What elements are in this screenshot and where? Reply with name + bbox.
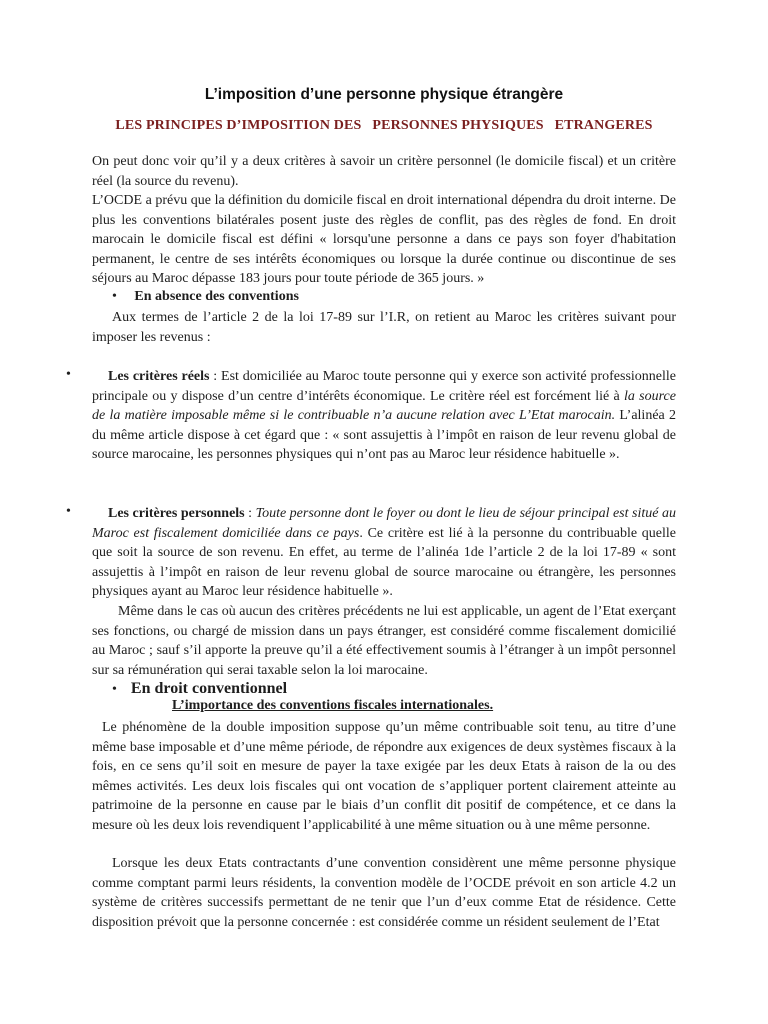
convention-paragraph-1: Le phénomène de la double imposition suppose qu’un même contribuable soit tenu, au titre d’une même base imposable et d’une même période, de répondre aux exigences de deux systèmes fiscaux à la fois, en ce sens qu’il soit en mesure de payer la taxe exigée par les deux Etats à raison de la ou des mêmes activités. Les deux lois fiscales qui ont vocation de s’appliquer portent clairement atteinte au patrimoine de la personne en cause par le biais d’un conflit dit positif de compétence, et ce dans la mesure où les deux lois revendiquent l’applicabilité à une même situation ou à une même personne. [92, 720, 676, 833]
section-subtitle: LES PRINCIPES D’IMPOSITION DES PERSONNES PHYSIQUES ETRANGERES [115, 118, 653, 133]
reels-label: Les critères réels [108, 369, 210, 384]
personnels-label: Les critères personnels [108, 506, 245, 521]
personnels-paragraph [92, 504, 676, 602]
personnels-paragraph-2: Même dans le cas où aucun des critères précédents ne lui est applicable, un agent de l’Etat exerçant ses fonctions, ou chargé de mission dans un pays étranger, est considéré comme fiscalement domicilié au Maroc ; sauf s’il apporte la preuve qu’il a été effectivement soumis à l’étranger à un impôt personnel sur sa rémunération qui serai taxable selon la loi marocaine. [92, 604, 676, 678]
personnels-text: . Ce critère est lié à la personne du contribuable quelle que soit la source de son revenu. En effet, au terme de l’alinéa 1de l’article 2 de la loi 17-89 « sont assujettis à l’impôt en raison de leur revenu global de source marocaine ou étrangère, les personnes physiques ayant au Maroc leur résidence habituelle ». [92, 525, 676, 600]
intro-paragraph-1: On peut donc voir qu’il y a deux critères à savoir un critère personnel (le domicile fiscal) et un critère réel (la source du revenu). [92, 154, 676, 189]
reels-text-b: L’alinéa 2 du même article dispose à cet égard que : « sont assujettis à l’impôt en raison de leur revenu global de source marocaine, les personnes physiques qui n’ont pas au Maroc leur résidence habituelle ». [92, 408, 676, 463]
bullet-icon: • [112, 289, 117, 304]
bullet-icon: • [66, 504, 71, 519]
personnels-italic: Toute personne dont le foyer ou dont le lieu de séjour principal est situé au Maroc est fiscalement domiciliée dans ce pays [92, 506, 676, 541]
convention-paragraph-2: Lorsque les deux Etats contractants d’une convention considèrent une même personne physique comme comptant parmi leurs résidents, la convention modèle de l’OCDE prévoit en son article 4.2 un système de critères successifs permettant de ne tenir que l’un d’eux comme Etat de résidence. Cette disposition prévoit que la personne concernée : est considérée comme un résident seulement de l’Etat [92, 856, 676, 930]
conventionnel-heading-label: En droit conventionnel [130, 680, 288, 697]
reels-paragraph [92, 367, 676, 465]
absence-heading-label: En absence des conventions [134, 289, 299, 304]
reels-text-italic: la source de la matière imposable même si le contribuable n’a aucune relation avec L’Etat marocain. [92, 388, 676, 424]
intro-paragraph-2: L’OCDE a prévu que la définition du domicile fiscal en droit international dépendra du droit interne. De plus les conventions bilatérales posent juste des règles de conflit, pas des règles de fond. En droit marocain le domicile fiscal est défini « lorsqu'une personne a dans ce pays son foyer d'habitation permanent, le centre de ses intérêts économiques ou lorsque la durée continue ou discontinue de ses séjours au Maroc dépasse 183 jours pour toute période de 365 jours. » [92, 193, 676, 287]
reels-text-a: : Est domiciliée au Maroc toute personne qui y exerce son activité professionnelle principale ou y dispose d’un centre d’intérêts économique. Le critère réel est forcément lié à [92, 369, 677, 404]
absence-paragraph: Aux termes de l’article 2 de la loi 17-89 sur l’I.R, on retient au Maroc les critères suivant pour imposer les revenus : [92, 310, 676, 345]
importance-heading: L’importance des conventions fiscales internationales. [172, 698, 494, 713]
bullet-icon: • [66, 367, 71, 382]
page-title: L’imposition d’une personne physique étrangère [204, 86, 564, 103]
absence-heading [112, 289, 299, 305]
bullet-icon: • [112, 682, 117, 697]
conventionnel-heading [112, 680, 287, 698]
personnels-sep: : [244, 506, 256, 521]
